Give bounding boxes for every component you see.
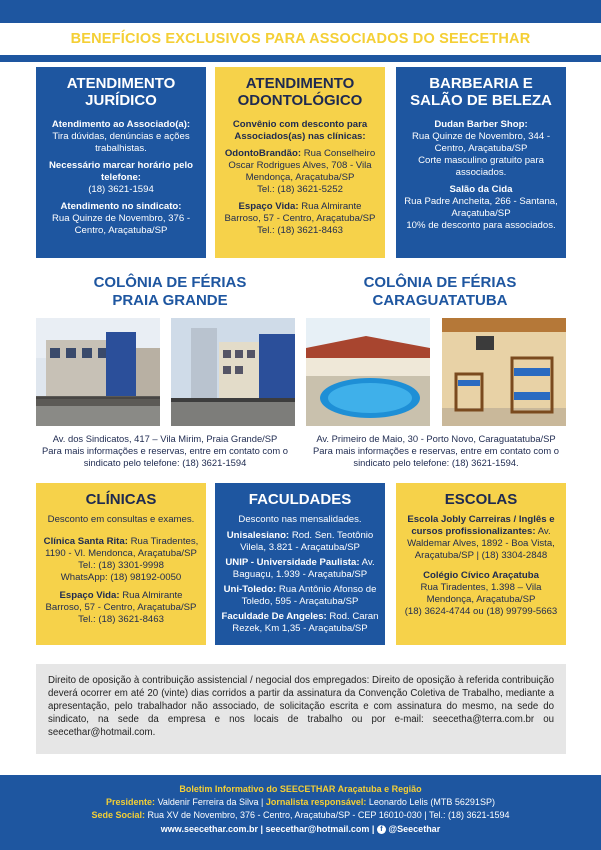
footer-staff [0, 796, 601, 809]
footer-bulletin-title: Boletim Informativo do SEECETHAR Araçatuba e Região [179, 784, 422, 794]
clinic-whatsapp: WhatsApp: (18) 98192-0050 [60, 572, 182, 583]
journalist-value: Leonardo Lelis (MTB 56291SP) [368, 797, 495, 807]
shop-name: Salão da Cida [449, 184, 513, 195]
clinic-name: Espaço Vida: [238, 201, 299, 212]
location-label: Atendimento no sindicato: [60, 201, 182, 212]
contact-info: Para mais informações e reservas, entre em contato com o sindicato pelo telefone: (18) 3621-1594. [313, 444, 559, 468]
page-title: BENEFÍCIOS EXCLUSIVOS PARA ASSOCIADOS DO SEECETHAR [70, 31, 531, 47]
colonia-caraguatatuba-title: COLÔNIA DE FÉRIAS CARAGUATATUBA [363, 274, 517, 309]
phone-number: (18) 3621-1594 [88, 184, 154, 195]
card-title: CLÍNICAS [85, 491, 157, 508]
intro-text: Desconto nas mensalidades. [238, 514, 362, 525]
college-address: Rua Antônio Afonso de Toledo, 595 - Araçatuba/SP [241, 584, 377, 607]
footer-address [0, 809, 601, 822]
college-name: Uni-Toledo: [223, 584, 277, 595]
schedule-label: Necessário marcar horário pelo telefone: [49, 160, 193, 183]
card-faculdades [215, 483, 385, 645]
photo-praia-grande-building-2 [171, 318, 295, 426]
address: Rua Quinze de Novembro, 376 - Centro, Araçatuba/SP [51, 213, 191, 236]
clinic-phone: Tel.: (18) 3621-8463 [78, 614, 164, 625]
school-phone: (18) 3624-4744 ou (18) 99799-5663 [404, 606, 558, 617]
contact-info: Para mais informações e reservas, entre em contato com o sindicato pelo telefone: (18) 3621-1594 [42, 444, 288, 468]
card-clinicas [36, 483, 206, 645]
school-address: Rua Tiradentes, 1.398 – Vila Mendonça, Araçatuba/SP [420, 582, 542, 605]
clinic-address: Rua Almirante Barroso, 57 - Centro, Araçatuba/SP [45, 590, 197, 613]
intro-text: Convênio com desconto para Associados(as) nas clínicas: [232, 119, 368, 142]
sede-label: Sede Social: [91, 810, 145, 820]
clinic-phone: Tel.: (18) 3621-8463 [257, 225, 343, 236]
shop-address: Rua Quinze de Novembro, 344 - Centro, Araçatuba/SP [411, 131, 551, 154]
shop-benefit: Corte masculino gratuito para associados. [418, 155, 544, 178]
shop-address: Rua Padre Ancheita, 266 - Santana, Araçatuba/SP [404, 196, 558, 219]
clinic-phone: Tel.: (18) 3621-5252 [257, 184, 343, 195]
colonia-praia-grande-caption [30, 433, 300, 468]
college-name: Unisalesiano: [226, 530, 290, 541]
facebook-icon: f [377, 825, 386, 834]
address: Av. dos Sindicatos, 417 – Vila Mirim, Praia Grande/SP [52, 433, 278, 444]
card-escolas [396, 483, 566, 645]
college-address: Rod. Caran Rezek, Km 1,35 - Araçatuba/SP [232, 611, 379, 634]
footer-contact [0, 823, 601, 836]
college-address: Av. Baguaçu, 1.939 - Araçatuba/SP [232, 557, 375, 580]
sede-value: Rua XV de Novembro, 376 - Centro, Araçatuba/SP - CEP 16010-030 | Tel.: (18) 3621-1594 [147, 810, 510, 820]
card-atendimento-odontologico [215, 67, 385, 258]
card-barbearia-salao [396, 67, 566, 258]
colonia-caraguatatuba-caption [300, 433, 572, 468]
clinic-address: Rua Tiradentes, 1190 - Vl. Mendonca, Araçatuba/SP [45, 536, 199, 559]
card-title: BARBEARIA E SALÃO DE BELEZA [410, 75, 552, 109]
photo-caraguatatuba-room [442, 318, 566, 426]
colonia-praia-grande-title: COLÔNIA DE FÉRIAS PRAIA GRANDE [93, 274, 247, 309]
clinic-name: Espaço Vida: [59, 590, 120, 601]
school-name: Colégio Cívico Araçatuba [423, 570, 539, 581]
shop-benefit: 10% de desconto para associados. [406, 220, 556, 231]
service-text: Tira dúvidas, denúncias e ações trabalhistas. [52, 131, 190, 154]
clinic-address: Rua Almirante Barroso, 57 - Centro, Araçatuba/SP [224, 201, 376, 224]
clinic-address: Rua Conselheiro Oscar Rodrigues Alves, 708 - Vila Mendonça, Araçatuba/SP [228, 148, 376, 183]
card-title: FACULDADES [248, 491, 352, 508]
website-email-link[interactable]: www.seecethar.com.br | seecethar@hotmail.com | [160, 824, 375, 834]
photo-caraguatatuba-pool [306, 318, 430, 426]
footer [0, 775, 601, 850]
card-title: ATENDIMENTO ODONTOLÓGICO [237, 75, 363, 109]
address: Av. Primeiro de Maio, 30 - Porto Novo, Caraguatatuba/SP [316, 433, 556, 444]
card-atendimento-juridico [36, 67, 206, 258]
intro-text: Desconto em consultas e exames. [47, 514, 195, 525]
journalist-label: Jornalista responsável: [265, 797, 367, 807]
college-name: UNIP - Universidade Paulista: [225, 557, 360, 568]
service-label: Atendimento ao Associado(a): [51, 119, 191, 130]
social-handle-link[interactable]: @Seecethar [388, 824, 441, 834]
photo-praia-grande-building-1 [36, 318, 160, 426]
college-address: Rod. Sen. Teotônio Vilela, 3.821 - Araçatuba/SP [240, 530, 374, 553]
college-name: Faculdade De Angeles: [221, 611, 327, 622]
president-label: Presidente: [106, 797, 156, 807]
school-address: Av. Waldemar Alves, 1892 - Boa Vista, Araçatuba/SP | (18) 3304-2848 [407, 526, 555, 561]
clinic-phone: Tel.: (18) 3301-9998 [78, 560, 164, 571]
card-title: ATENDIMENTO JURÍDICO [66, 75, 176, 109]
clinic-name: Clínica Santa Rita: [43, 536, 128, 547]
card-title: ESCOLAS [444, 491, 518, 508]
clinic-name: OdontoBrandão: [224, 148, 302, 159]
school-name: Escola Jobly Carreiras / Inglês e cursos profissionalizantes: [407, 514, 555, 537]
shop-name: Dudan Barber Shop: [434, 119, 528, 130]
president-value: Valdenir Ferreira da Silva | [157, 797, 264, 807]
opposition-notice: Direito de oposição à contribuição assistencial / negocial dos empregados: Direito de oposição à referida contribuição deverá ocorrer em até 20 (vinte) dias corridos a partir da assinatura da Convenção Coletiva de Trabalho, mediante a apresentação, pelo trabalhador não associado, de solicitação escrita e com assinatura do mesmo, na sede do sindicato, na sede da empresa e nos locais de trabalho ou por e-mail: seecetha@terra.com.br ou seecethar@hotmail.com. [36, 664, 566, 754]
